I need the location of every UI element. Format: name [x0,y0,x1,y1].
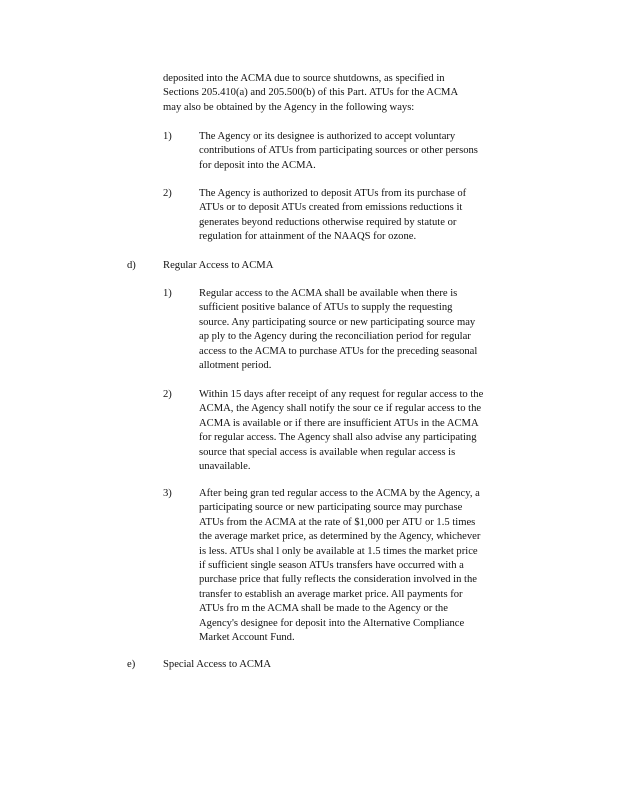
text-line: Sections 205.410(a) and 205.500(b) of this Part. ATUs for the ACMA [163,87,459,99]
text-line: purchase price that fully reflects the consideration involved in the [199,574,477,586]
item-number: 2) [163,188,172,199]
item-number: 2) [163,389,172,400]
text-line: ATUs fro m the ACMA shall be made to the Agency or the [199,603,448,615]
text-line: access to the ACMA to purchase ATUs for the preceding seasonal [199,345,478,357]
item-paragraph [199,487,480,645]
text-line: deposited into the ACMA due to source shutdowns, as specified in [163,73,445,84]
item-number: 1) [163,288,172,299]
item-number: 1) [163,131,172,142]
text-line: Regular access to the ACMA shall be available when there is [199,288,458,299]
text-line: ACMA, the Agency shall notify the sour ce if regular access to the [199,403,482,415]
text-line: Market Account Fund. [199,632,295,644]
text-line: generates beyond reductions otherwise required by statute or [199,216,457,228]
text-line: ACMA is available or if there are insufficient ATUs in the ACMA [199,417,479,429]
item-paragraph [199,130,478,173]
item-paragraph [199,187,466,245]
text-line: may also be obtained by the Agency in the following ways: [163,101,415,113]
intro-paragraph [163,72,458,115]
text-line: for regular access. The Agency shall also advise any participating [199,432,477,444]
text-line: The Agency is authorized to deposit ATUs from its purchase of [199,188,467,199]
text-line: regulation for attainment of the NAAQS for ozone. [199,231,417,243]
text-line: if sufficient single season ATUs transfers have occurred with a [199,560,464,572]
text-line: the average market price, as determined by the Agency, whichever [199,531,481,543]
section-letter: e) [127,659,136,670]
text-line: Agency's designee for deposit into the Alternative Compliance [199,617,465,629]
text-line: source that special access is available when regular access is [199,446,456,458]
text-line: for deposit into the ACMA. [199,159,316,171]
text-line: transfer to establish an average market price. All payments for [199,588,463,600]
text-line: unavailable. [199,461,251,473]
text-line: ATUs from the ACMA at the rate of $1,000 per ATU or 1.5 times [199,516,476,528]
text-line: ATUs or to deposit ATUs created from emissions reductions it [199,202,463,214]
text-line: source. Any participating source or new participating source may [199,316,476,328]
section-letter: d) [127,260,136,271]
item-paragraph [199,287,477,373]
text-line: The Agency or its designee is authorized to accept voluntary [199,131,456,142]
item-number: 3) [163,488,172,499]
text-line: Within 15 days after receipt of any request for regular access to the [199,389,484,400]
text-line: contributions of ATUs from participating sources or other persons [199,145,478,157]
text-line: allotment period. [199,360,272,372]
text-line: is less. ATUs shal l only be available at 1.5 times the market price [199,545,478,557]
section-heading: Regular Access to ACMA [163,260,274,271]
item-paragraph [199,388,483,474]
text-line: ap ply to the Agency during the reconciliation period for regular [199,331,471,343]
text-line: After being gran ted regular access to the ACMA by the Agency, a [199,488,480,499]
text-line: participating source or new participating source may purchase [199,502,463,514]
section-heading: Special Access to ACMA [163,659,271,670]
text-line: sufficient positive balance of ATUs to supply the requesting [199,302,453,314]
